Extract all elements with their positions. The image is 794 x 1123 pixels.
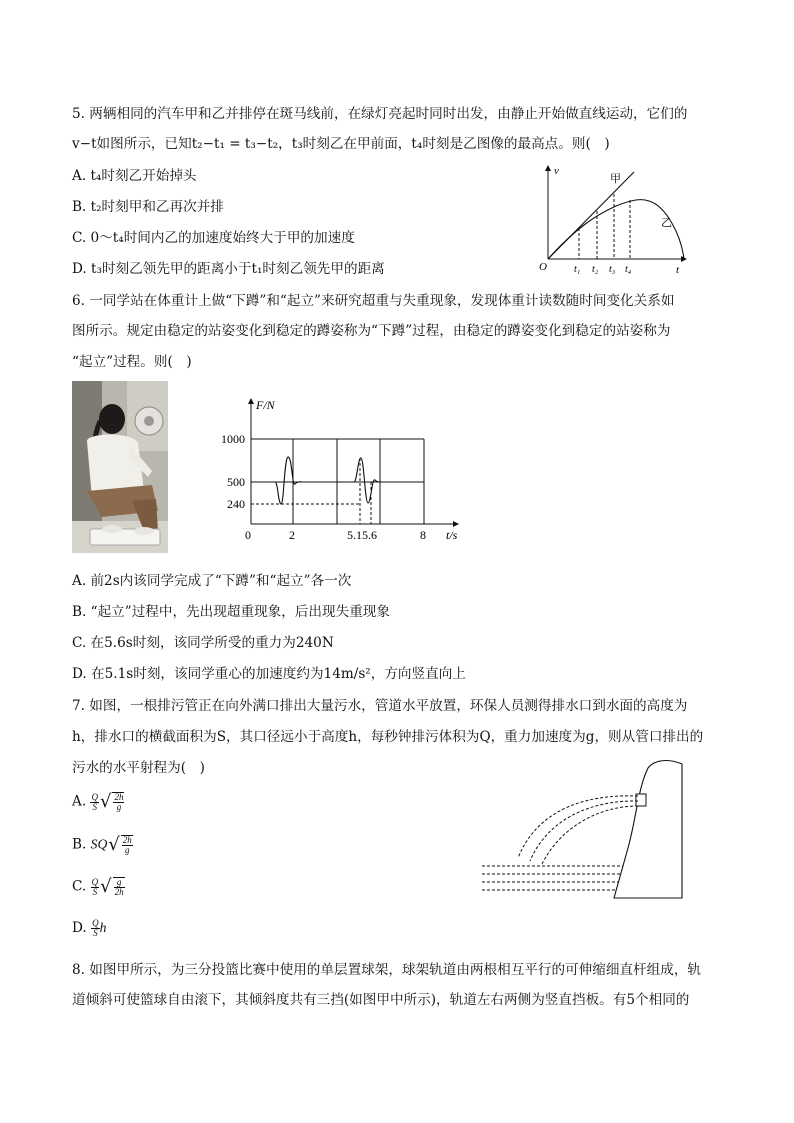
frac-num: Q: [91, 791, 98, 802]
sqrt-sign: √: [99, 791, 112, 812]
f-axis-label: F/N: [256, 398, 275, 412]
t-axis-label: t/s: [446, 528, 458, 542]
dam-wall: [614, 761, 682, 898]
t2-tick: t₂: [592, 264, 599, 275]
frac-q-over-s: [90, 793, 99, 812]
frac-den: S: [92, 886, 98, 897]
t1-tick: t₁: [574, 264, 581, 275]
sqrt-sign: √: [108, 834, 120, 855]
frac-den: g: [125, 845, 130, 855]
tick-2: 2: [289, 528, 295, 542]
q7-option-b: [72, 835, 133, 855]
frac-num: 2h: [122, 835, 132, 845]
frac-den: S: [93, 928, 98, 938]
frac-num: 2h: [114, 792, 124, 802]
option-b-label: B.: [72, 836, 87, 853]
tick-500: 500: [227, 475, 245, 489]
tick-8: 8: [420, 528, 426, 542]
jet-lower: [542, 806, 638, 864]
tick-0: 0: [245, 528, 251, 542]
q7-option-a: [72, 792, 124, 812]
frac-2h-over-g: [113, 793, 124, 812]
frac-num: Q: [91, 876, 99, 887]
frac-den: S: [92, 801, 97, 812]
yi-curve: [548, 200, 684, 259]
v-label: v: [554, 165, 559, 177]
q5-option-b: B. t₂时刻甲和乙再次并排: [72, 199, 224, 215]
sq-term: SQ: [90, 836, 108, 852]
q6-stem-line3: “起立”过程。则( ): [72, 354, 192, 370]
q6-stem-line2: 图所示。规定由稳定的站姿变化到稳定的蹲姿称为“下蹲”过程，由稳定的蹲姿变化到稳定的站姿称为: [72, 323, 671, 339]
girl-squatting-photo: [72, 381, 168, 553]
q7-stem-line1: 7. 如图，一根排污管正在向外满口排出大量污水，管道水平放置，环保人员测得排水口到水面的高度为: [72, 698, 688, 714]
q5-option-c: C. 0～t₄时间内乙的加速度始终大于甲的加速度: [72, 230, 355, 246]
tick-1000: 1000: [221, 432, 245, 446]
q7-stem-line2: h，排水口的横截面积为S，其口径远小于高度h，每秒钟排污体积为Q，重力加速度为g，则从管口排出的: [72, 729, 704, 745]
frac-g-over-2h: [114, 878, 125, 897]
option-d-label: D.: [72, 920, 87, 936]
q5-option-d: D. t₃时刻乙领先甲的距离小于t₁时刻乙领先甲的距离: [72, 261, 385, 277]
frac-2h-over-g: [122, 836, 133, 855]
q7-option-d: [72, 919, 106, 938]
tick-240: 240: [227, 497, 245, 511]
yi-label: 乙: [661, 217, 672, 229]
q7-stem-line3: 污水的水平射程为( ): [72, 760, 205, 776]
frac-den: g: [116, 802, 122, 812]
q5-option-a: A. t₄时刻乙开始掉头: [72, 168, 197, 184]
h-term: h: [99, 920, 107, 935]
q7-sewage-outlet-figure: [478, 758, 688, 903]
q5-stem-line2: v−t如图所示，已知t₂−t₁ = t₃−t₂，t₃时刻乙在甲前面，t₄时刻是乙图像的最高点。则( ): [72, 136, 610, 152]
jet-middle: [530, 801, 638, 861]
option-c-label: C.: [72, 878, 87, 895]
frac-den: 2h: [114, 887, 124, 897]
sqrt-sign: √: [100, 876, 112, 897]
frac-num: Q: [92, 918, 99, 928]
q6-option-a: A. 前2s内该同学完成了“下蹲”和“起立”各一次: [72, 573, 352, 589]
frac-q-over-s: [91, 919, 100, 938]
q6-force-time-graph: [220, 393, 480, 548]
q6-option-d: D. 在5.1s时刻，该同学重心的加速度约为14m/s²，方向竖直向上: [72, 666, 466, 682]
jia-label: 甲: [610, 173, 621, 185]
q8-stem-line2: 道倾斜可使篮球自由滚下，其倾斜度共有三挡(如图甲中所示)，轨道左右两侧为竖直挡板。有5个相同的: [72, 992, 690, 1008]
q7-option-c: [72, 877, 125, 897]
frac-num: g: [114, 878, 125, 888]
q8-stem-line1: 8. 如图甲所示，为三分投篮比赛中使用的单层置球架，球架轨道由两根相互平行的可伸缩细直杆组成，轨: [72, 962, 702, 978]
option-a-label: A.: [72, 793, 87, 810]
t4-tick: t₄: [625, 264, 632, 275]
t3-tick: t₃: [609, 264, 616, 275]
t-label: t: [676, 264, 680, 276]
frac-q-over-s: [91, 878, 100, 897]
q6-stem-line1: 6. 一同学站在体重计上做“下蹲”和“起立”来研究超重与失重现象，发现体重计读数随时间变化关系如: [72, 293, 675, 309]
q6-option-b: B. “起立”过程中，先出现超重现象，后出现失重现象: [72, 604, 390, 620]
origin-label: O: [539, 261, 547, 273]
q5-vt-graph: [536, 160, 696, 280]
q6-option-c: C. 在5.6s时刻，该同学所受的重力为240N: [72, 635, 334, 651]
q5-stem-line1: 5. 两辆相同的汽车甲和乙并排停在斑马线前，在绿灯亮起时同时出发，由静止开始做直线运动，它们的: [72, 106, 688, 122]
force-curve: [251, 457, 380, 504]
tick-5-1-5-6: 5.15.6: [347, 528, 377, 542]
